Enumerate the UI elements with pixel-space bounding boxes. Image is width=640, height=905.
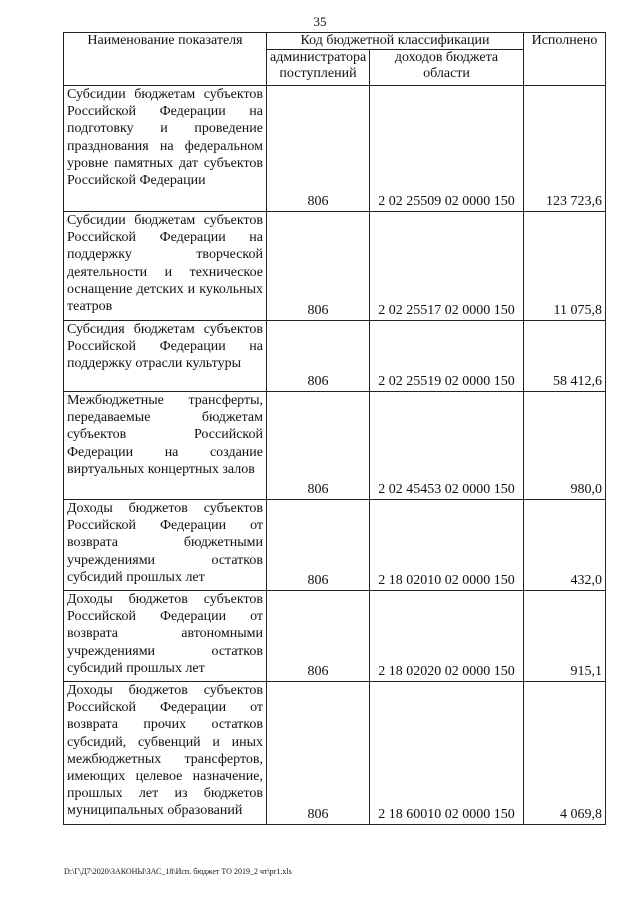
row-name: Субсидии бюджетам субъектов Российской Федерации на подготовку и проведение празднования на федеральном уровне памятных дат субъектов Российской Федерации <box>64 86 267 212</box>
header-admin: администратора поступлений <box>267 50 370 86</box>
header-name: Наименование показателя <box>64 33 267 86</box>
table-row <box>64 500 606 591</box>
row-amount: 58 412,6 <box>524 321 606 392</box>
row-admin: 806 <box>267 321 370 392</box>
row-name: Доходы бюджетов субъектов Российской Федерации от возврата автономными учреждениями остатков субсидий прошлых лет <box>64 591 267 682</box>
row-admin: 806 <box>267 212 370 321</box>
table-row <box>64 591 606 682</box>
row-amount: 123 723,6 <box>524 86 606 212</box>
header-executed: Исполнено <box>524 33 606 86</box>
table-row <box>64 392 606 500</box>
header-row-top <box>64 33 606 50</box>
row-amount: 432,0 <box>524 500 606 591</box>
row-name: Доходы бюджетов субъектов Российской Федерации от возврата прочих остатков субсидий, субвенций и иных межбюджетных трансфертов, имеющих целевое назначение, прошлых лет из бюджетов муниципальных образований <box>64 682 267 825</box>
row-code: 2 02 25517 02 0000 150 <box>370 212 524 321</box>
row-admin: 806 <box>267 86 370 212</box>
page-number: 35 <box>313 14 327 29</box>
row-code: 2 18 60010 02 0000 150 <box>370 682 524 825</box>
row-name: Межбюджетные трансферты, передаваемые бюджетам субъектов Российской Федерации на создание виртуальных концертных залов <box>64 392 267 500</box>
table-row <box>64 682 606 825</box>
row-code: 2 02 45453 02 0000 150 <box>370 392 524 500</box>
row-admin: 806 <box>267 591 370 682</box>
table-row <box>64 321 606 392</box>
row-name: Субсидии бюджетам субъектов Российской Федерации на поддержку творческой деятельности и техническое оснащение детских и кукольных театров <box>64 212 267 321</box>
row-amount: 4 069,8 <box>524 682 606 825</box>
row-name: Субсидия бюджетам субъектов Российской Федерации на поддержку отрасли культуры <box>64 321 267 392</box>
row-code: 2 02 25509 02 0000 150 <box>370 86 524 212</box>
header-income: доходов бюджета области <box>370 50 524 86</box>
row-admin: 806 <box>267 500 370 591</box>
row-admin: 806 <box>267 392 370 500</box>
row-amount: 11 075,8 <box>524 212 606 321</box>
row-name: Доходы бюджетов субъектов Российской Федерации от возврата бюджетными учреждениями остатков субсидий прошлых лет <box>64 500 267 591</box>
row-admin: 806 <box>267 682 370 825</box>
header-code: Код бюджетной классификации <box>267 33 524 50</box>
row-code: 2 18 02020 02 0000 150 <box>370 591 524 682</box>
table-row <box>64 86 606 212</box>
row-code: 2 18 02010 02 0000 150 <box>370 500 524 591</box>
budget-table <box>63 32 606 825</box>
row-amount: 980,0 <box>524 392 606 500</box>
row-amount: 915,1 <box>524 591 606 682</box>
row-code: 2 02 25519 02 0000 150 <box>370 321 524 392</box>
table-row <box>64 212 606 321</box>
file-path-footer: D:\Г\Д7\2020\ЗАКОНЫ\ЗАС_18\Исп. бюджет ТО 2019_2 чт\pr1.xls <box>64 867 292 876</box>
